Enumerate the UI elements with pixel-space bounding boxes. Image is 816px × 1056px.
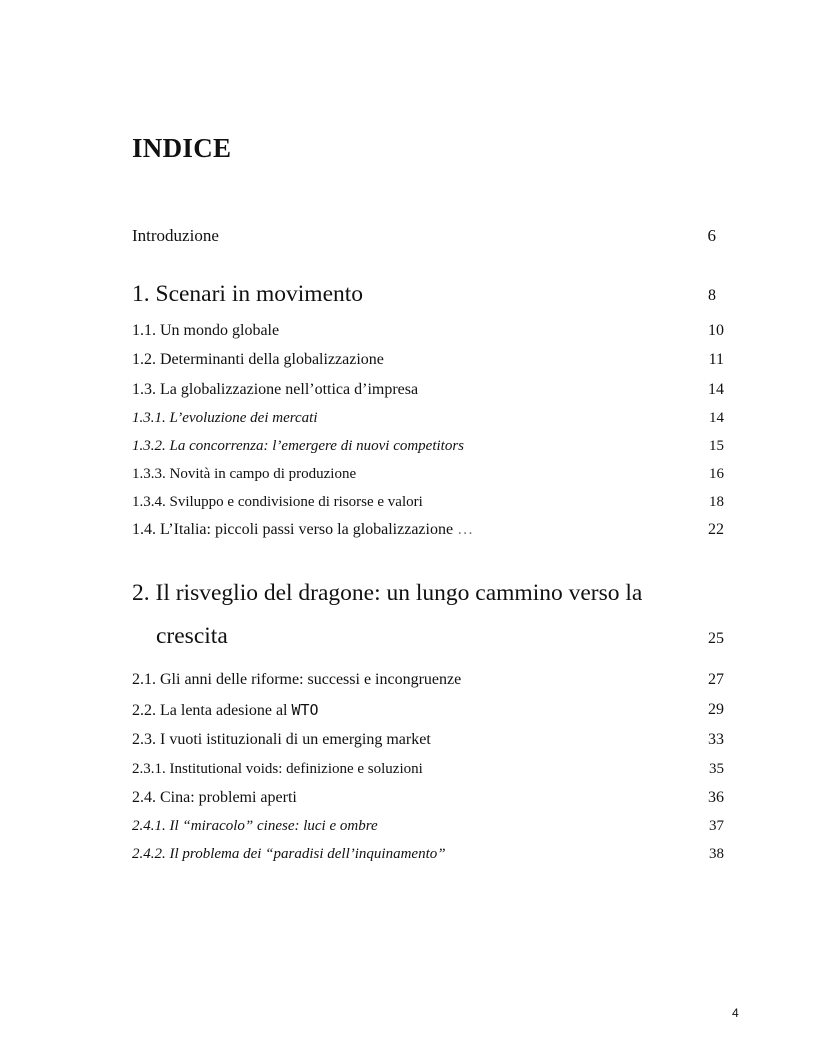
toc-entry-label: 1.3.4. Sviluppo e condivisione di risorse e valori	[132, 494, 423, 510]
toc-entry-label: 1.4. L’Italia: piccoli passi verso la globalizzazione …	[132, 521, 474, 538]
toc-entry-label: 2.2. La lenta adesione al WTO	[132, 701, 319, 719]
toc-entry-label: 2.1. Gli anni delle riforme: successi e incongruenze	[132, 671, 462, 688]
toc-entry-page: 36	[708, 789, 724, 806]
toc-entry-label: 2.4. Cina: problemi aperti	[132, 789, 297, 806]
toc-entry-label: 2.4.1. Il “miracolo” cinese: luci e ombre	[132, 818, 378, 834]
toc-entry-page: 22	[708, 521, 724, 538]
toc-entry-page: 8	[708, 287, 716, 304]
leader-dots: …	[457, 521, 474, 538]
toc-entry-page: 35	[709, 761, 724, 777]
page-number: 4	[732, 1006, 739, 1020]
acronym: WTO	[291, 701, 319, 719]
toc-entry-label: 2.3. I vuoti istituzionali di un emerging market	[132, 731, 431, 748]
chapter-title: 1. Scenari in movimento	[132, 281, 364, 307]
toc-entry-page: 14	[709, 410, 724, 426]
toc-entry-page: 33	[708, 731, 724, 748]
toc-entry-label: 1.3. La globalizzazione nell’ottica d’impresa	[132, 381, 419, 398]
toc-entry-label: 1.2. Determinanti della globalizzazione	[132, 351, 384, 368]
toc-entry-page: 14	[708, 381, 724, 398]
toc-entry-page: 38	[709, 846, 724, 862]
toc-entry-page: 16	[709, 466, 724, 482]
chapter-title-line1: 2. Il risveglio del dragone: un lungo cammino verso la	[132, 580, 643, 606]
toc-entry-label: 1.3.3. Novità in campo di produzione	[132, 466, 357, 482]
toc-entry-page: 6	[707, 226, 716, 245]
toc-entry-label: 2.4.2. Il problema dei “paradisi dell’inquinamento”	[132, 846, 446, 862]
toc-entry-label: 2.3.1. Institutional voids: definizione e soluzioni	[132, 761, 423, 777]
toc-entry-label: Introduzione	[132, 226, 219, 245]
toc-entry-label: 1.3.1. L’evoluzione dei mercati	[132, 410, 318, 426]
toc-entry-page: 18	[709, 494, 724, 510]
toc-entry-label: 1.3.2. La concorrenza: l’emergere di nuovi competitors	[132, 438, 465, 454]
toc-entry-page: 10	[708, 322, 724, 339]
toc-entry-page: 37	[709, 818, 724, 834]
toc-entry-page: 25	[708, 630, 724, 647]
toc-entry-page: 11	[708, 351, 724, 368]
toc-entry-page: 29	[708, 701, 724, 718]
page-title: INDICE	[132, 133, 232, 163]
toc-entry-label: 1.1. Un mondo globale	[132, 322, 280, 339]
toc-entry-page: 15	[709, 438, 724, 454]
chapter-title-line2: crescita	[156, 623, 228, 649]
toc-entry-page: 27	[708, 671, 724, 688]
